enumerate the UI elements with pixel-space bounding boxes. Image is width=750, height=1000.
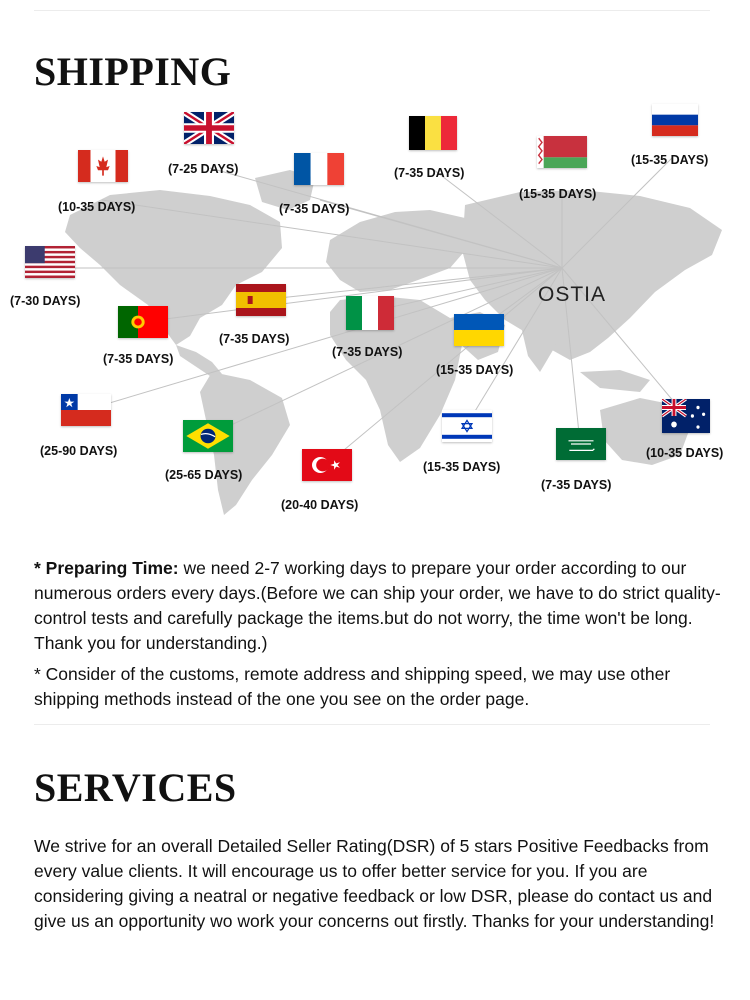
belarus-flag [537, 136, 587, 168]
chile-days: (25-90 DAYS) [40, 444, 118, 458]
turkey-days: (20-40 DAYS) [281, 498, 359, 512]
top-divider [34, 10, 710, 11]
france-days: (7-35 DAYS) [279, 202, 350, 216]
canada-flag [78, 150, 128, 182]
uk-flag [184, 112, 234, 144]
hub-label: OSTIA [538, 283, 607, 306]
chile-flag [61, 394, 111, 426]
saudi-days: (7-35 DAYS) [541, 478, 612, 492]
uk-days: (7-25 DAYS) [168, 162, 239, 176]
spain-days: (7-35 DAYS) [219, 332, 290, 346]
belarus-days: (15-35 DAYS) [519, 187, 597, 201]
italy-flag [346, 296, 394, 330]
preparing-time-label: * Preparing Time: [34, 558, 179, 578]
ukraine-flag [454, 314, 504, 346]
shipping-heading: SHIPPING [34, 49, 232, 94]
services-text: We strive for an overall Detailed Seller Rating(DSR) of 5 stars Positive Feedbacks from every value clients. It will encourage us to offer better service for you. If you are considering giving a neatral or negative feedback or low DSR, please do contact us and give us an opportunity wo work your concerns out firstly. Thanks for your understanding! [34, 836, 715, 931]
russia-flag [652, 104, 698, 136]
saudi-flag [556, 428, 606, 460]
portugal-days: (7-35 DAYS) [103, 352, 174, 366]
france-flag [294, 153, 344, 185]
israel-flag [442, 410, 492, 442]
ukraine-days: (15-35 DAYS) [436, 363, 514, 377]
indonesia-shape [580, 370, 650, 392]
belgium-days: (7-35 DAYS) [394, 166, 465, 180]
preparing-time-text: we need 2-7 working days to prepare your order according to our numerous orders every days.(Before we can ship your order, we have to do strict quality-control tests and carefully package the items.but do not worry, the time won't be long. Thank you for understanding.) [34, 558, 721, 653]
belgium-flag [409, 116, 457, 150]
australia-days: (10-35 DAYS) [646, 446, 724, 460]
india-shape [520, 322, 556, 372]
usa-days: (7-30 DAYS) [10, 294, 81, 308]
usa-flag [25, 246, 75, 278]
brazil-days: (25-65 DAYS) [165, 468, 243, 482]
italy-days: (7-35 DAYS) [332, 345, 403, 359]
canada-days: (10-35 DAYS) [58, 200, 136, 214]
services-heading: SERVICES [34, 765, 237, 810]
israel-days: (15-35 DAYS) [423, 460, 501, 474]
brazil-flag [183, 420, 233, 452]
preparing-time-paragraph [34, 556, 724, 656]
customs-note: * Consider of the customs, remote address and shipping speed, we may use other shipping methods instead of the one you see on the order page. [34, 664, 671, 709]
continents [65, 170, 722, 515]
russia-days: (15-35 DAYS) [631, 153, 709, 167]
portugal-flag [118, 306, 168, 338]
australia-flag [662, 399, 710, 433]
turkey-flag [302, 449, 352, 481]
middle-divider [34, 724, 710, 725]
spain-flag [236, 284, 286, 316]
